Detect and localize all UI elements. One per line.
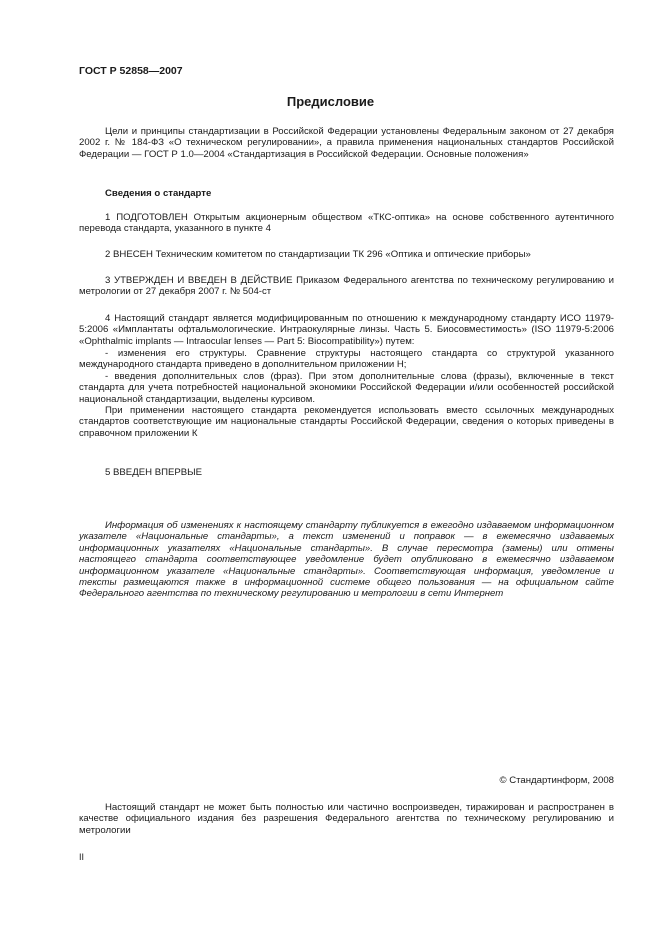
copyright: © Стандартинформ, 2008 bbox=[499, 775, 614, 786]
page-number: II bbox=[79, 852, 85, 862]
info-notice: Информация об изменениях к настоящему стандарту публикуется в ежегодно издаваемом информационном указателе «Национальные стандарты», а текст изменений и поправок — в ежемесячно издаваемых информационных указателях «Национальные стандарты». В случае пересмотра (замены) или отмены настоящего стандарта соответствующее уведомление будет опубликовано в ежемесячно издаваемом информационном указателе «Национальные стандарты». Соответствующая информация, уведомление и тексты размещаются также в информационной системе общего пользования — на официальном сайте Федерального агентства по техническому регулированию и метрологии в сети Интернет bbox=[79, 520, 614, 600]
item-4: 4 Настоящий стандарт является модифицированным по отношению к международному стандарту ИСО 11979-5:2006 «Имплантаты офтальмологические. Интраокулярные линзы. Часть 5. Биосовместимость» (ISO 11979-5:2006 «Ophthalmic implants — Intraocular lenses — Part 5: Biocompatibility») путем: bbox=[79, 313, 614, 347]
item-2: 2 ВНЕСЕН Техническим комитетом по стандартизации ТК 296 «Оптика и оптические приборы» bbox=[105, 249, 531, 260]
item-4-bullet-2: - введения дополнительных слов (фраз). При этом дополнительные слова (фразы), включенные в текст стандарта для учета потребностей национальной экономики Российской Федерации и/или особенностей российской национальной стандартизации, выделены курсивом. bbox=[79, 371, 614, 405]
standard-code: ГОСТ Р 52858—2007 bbox=[79, 65, 183, 77]
item-4-bullet-1: - изменения его структуры. Сравнение структуры настоящего стандарта со структурой указанного международного стандарта приведено в дополнительном приложении Н; bbox=[79, 348, 614, 371]
legal-notice: Настоящий стандарт не может быть полностью или частично воспроизведен, тиражирован и распространен в качестве официального издания без разрешения Федерального агентства по техническому регулированию и метрологии bbox=[79, 802, 614, 836]
item-3: 3 УТВЕРЖДЕН И ВВЕДЕН В ДЕЙСТВИЕ Приказом Федерального агентства по техническому регулированию и метрологии от 27 декабря 2007 г. № 504-ст bbox=[79, 275, 614, 298]
intro-paragraph: Цели и принципы стандартизации в Российской Федерации установлены Федеральным законом от 27 декабря 2002 г. № 184-ФЗ «О техническом регулировании», а правила применения национальных стандартов Российской Федерации — ГОСТ Р 1.0—2004 «Стандартизация в Российской Федерации. Основные положения» bbox=[79, 126, 614, 160]
item-5: 5 ВВЕДЕН ВПЕРВЫЕ bbox=[105, 467, 203, 478]
item-1: 1 ПОДГОТОВЛЕН Открытым акционерным обществом «ТКС-оптика» на основе собственного аутентичного перевода стандарта, указанного в пункте 4 bbox=[79, 212, 614, 235]
page-title: Предисловие bbox=[286, 94, 375, 109]
section-heading: Сведения о стандарте bbox=[105, 188, 212, 199]
item-4-note: При применении настоящего стандарта рекомендуется использовать вместо ссылочных международных стандартов соответствующие им национальные стандарты Российской Федерации, сведения о которых приведены в справочном приложении К bbox=[79, 405, 614, 439]
